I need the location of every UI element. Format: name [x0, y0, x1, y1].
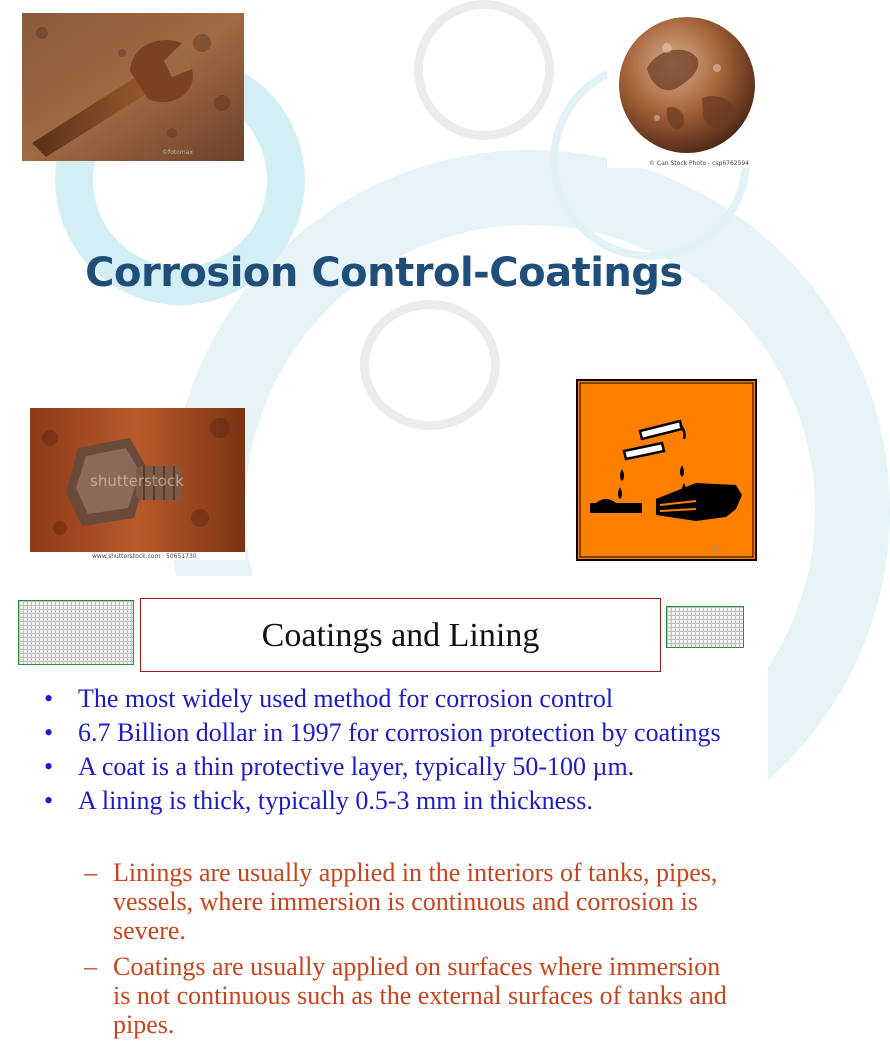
bullet-item	[44, 684, 744, 713]
bullet-symbol: •	[44, 752, 54, 781]
slide-title: Corrosion Control-Coatings	[85, 250, 683, 296]
sub-bullet-item	[44, 952, 744, 1039]
wrench-watermark: ©fotomax	[162, 149, 193, 156]
rusty-bolt-image	[30, 408, 245, 560]
corrosive-hazard-icon	[576, 379, 757, 561]
bullet-item	[44, 786, 744, 815]
bullet-text: A lining is thick, typically 0.5-3 mm in thickness.	[78, 786, 593, 815]
sub-bullet-list	[44, 858, 744, 1046]
globe-credit: © Can Stock Photo - csp6762594	[649, 160, 750, 167]
rusty-globe-image	[607, 8, 757, 168]
bullet-text: A coat is a thin protective layer, typically 50-100 µm.	[78, 752, 635, 781]
background-ring-top	[414, 0, 554, 140]
dash-symbol: –	[84, 858, 97, 887]
dash-symbol: –	[84, 952, 97, 981]
rusty-wrench-image	[22, 13, 244, 161]
bullet-symbol: •	[44, 684, 54, 713]
title-slide	[0, 0, 768, 576]
sub-bullet-item	[44, 858, 744, 945]
bullet-item	[44, 752, 744, 781]
bullet-text: 6.7 Billion dollar in 1997 for corrosion protection by coatings	[78, 718, 721, 747]
decorative-grid-right	[666, 606, 744, 648]
bullet-symbol: •	[44, 718, 54, 747]
bullet-symbol: •	[44, 786, 54, 815]
page-number: 1	[712, 542, 719, 554]
sub-bullet-text: Coatings are usually applied on surfaces where immersion is not continuous such as the external surfaces of tanks and pipes.	[113, 952, 727, 1039]
bullet-text: The most widely used method for corrosion control	[78, 684, 614, 713]
bullet-list	[44, 684, 744, 820]
bolt-watermark: shutterstock	[90, 472, 184, 490]
content-slide	[0, 576, 768, 1039]
slide-heading: Coatings and Lining	[140, 598, 661, 672]
background-ring-center	[360, 300, 500, 430]
sub-bullet-text: Linings are usually applied in the interiors of tanks, pipes, vessels, where immersion is continuous and corrosion is severe.	[113, 858, 718, 945]
decorative-grid-left	[18, 600, 134, 665]
bullet-item	[44, 718, 744, 747]
bolt-credit: www.shutterstock.com · 50651730	[92, 553, 197, 560]
